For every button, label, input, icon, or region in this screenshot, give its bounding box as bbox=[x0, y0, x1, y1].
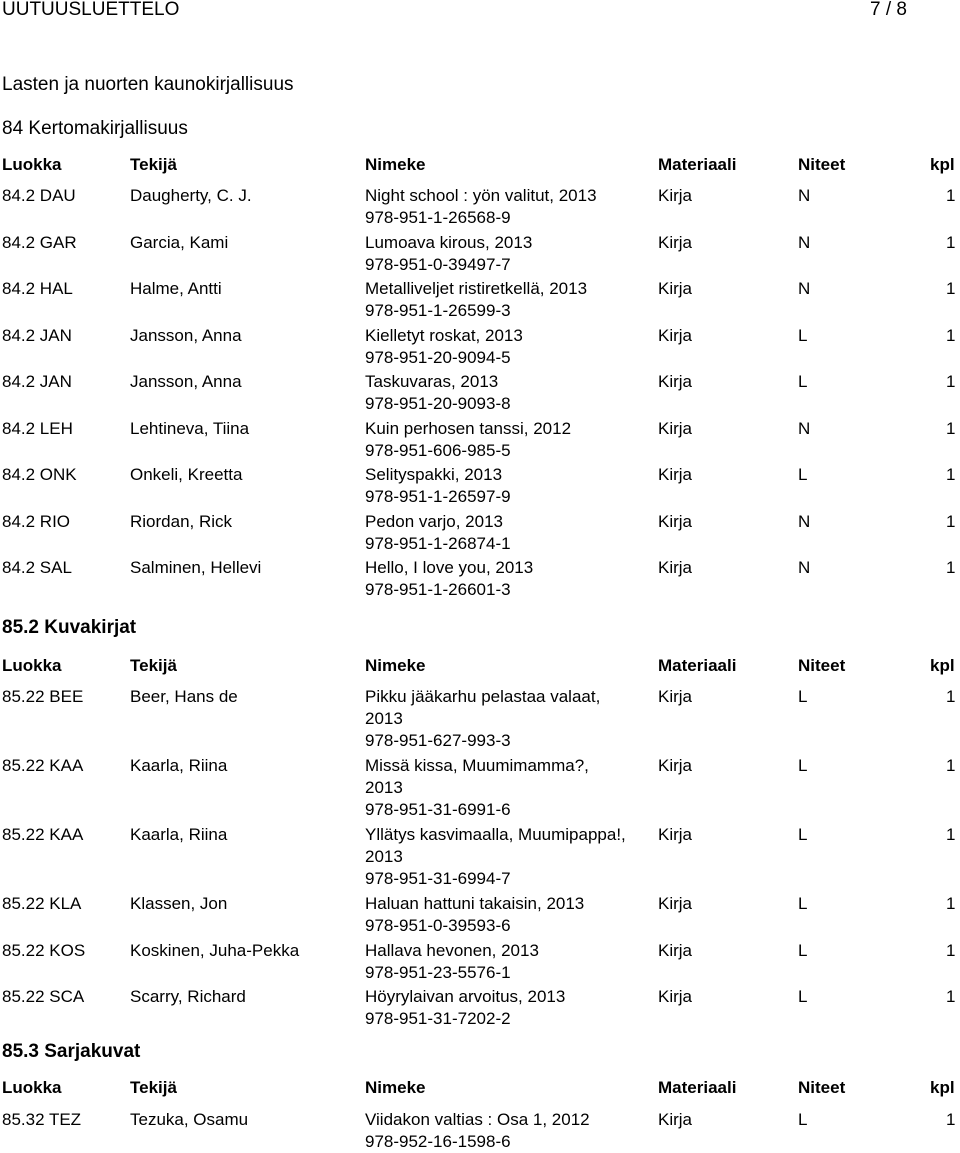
cell-materiaali: Kirja bbox=[658, 894, 693, 913]
col-luokka: Luokka bbox=[2, 155, 62, 174]
cell-nimeke bbox=[365, 755, 589, 821]
cell-niteet: L bbox=[798, 825, 808, 844]
cell-kpl: 1 bbox=[946, 511, 956, 531]
cell-luokka: 84.2 JAN bbox=[2, 372, 72, 391]
cell-kpl: 1 bbox=[946, 756, 956, 775]
nimeke-line: 978-951-1-26568-9 bbox=[365, 208, 511, 227]
cell-luokka: 85.22 KAA bbox=[2, 825, 84, 844]
nimeke-line: 978-952-16-1598-6 bbox=[365, 1132, 511, 1151]
cell-kpl: 1 bbox=[946, 825, 956, 844]
cell-luokka: 84.2 SAL bbox=[2, 558, 72, 577]
col-niteet: Niteet bbox=[798, 656, 846, 675]
cell-luokka: 85.22 BEE bbox=[2, 687, 84, 706]
cell-materiaali: Kirja bbox=[658, 325, 693, 345]
cell-tekija: Halme, Antti bbox=[130, 279, 222, 298]
nimeke-line: 2013 bbox=[365, 709, 403, 728]
cell-nimeke bbox=[365, 278, 587, 322]
document-title: UUTUUSLUETTELO bbox=[2, 0, 180, 20]
cell-nimeke bbox=[365, 511, 511, 555]
cell-tekija: Kaarla, Riina bbox=[130, 825, 228, 844]
cell-materiaali: Kirja bbox=[658, 232, 693, 252]
cell-nimeke bbox=[365, 824, 626, 890]
nimeke-line: Höyrylaivan arvoitus, 2013 bbox=[365, 987, 566, 1006]
section-title-sarjakuvat: 85.3 Sarjakuvat bbox=[2, 1041, 141, 1062]
cell-materiaali: Kirja bbox=[658, 1110, 693, 1129]
nimeke-line: Taskuvaras, 2013 bbox=[365, 372, 499, 391]
cell-materiaali: Kirja bbox=[658, 279, 693, 298]
cell-kpl: 1 bbox=[946, 232, 956, 252]
cell-tekija: Koskinen, Juha-Pekka bbox=[130, 940, 300, 960]
nimeke-line: 978-951-1-26874-1 bbox=[365, 533, 511, 553]
col-luokka: Luokka bbox=[2, 1078, 62, 1097]
cell-niteet: N bbox=[798, 558, 811, 577]
cell-niteet: L bbox=[798, 325, 808, 345]
nimeke-line: 2013 bbox=[365, 847, 403, 866]
col-kpl: kpl bbox=[930, 155, 955, 174]
cell-nimeke bbox=[365, 686, 600, 752]
cell-nimeke bbox=[365, 232, 532, 276]
cell-materiaali: Kirja bbox=[658, 465, 693, 484]
nimeke-line: Hello, I love you, 2013 bbox=[365, 558, 534, 577]
nimeke-line: Hallava hevonen, 2013 bbox=[365, 940, 539, 960]
category-title: Lasten ja nuorten kaunokirjallisuus bbox=[2, 74, 294, 95]
cell-materiaali: Kirja bbox=[658, 825, 693, 844]
nimeke-line: Lumoava kirous, 2013 bbox=[365, 232, 533, 252]
cell-luokka: 85.22 KOS bbox=[2, 940, 86, 960]
nimeke-line: 978-951-0-39593-6 bbox=[365, 916, 511, 935]
col-tekija: Tekijä bbox=[130, 155, 177, 174]
cell-materiaali: Kirja bbox=[658, 940, 693, 960]
cell-niteet: L bbox=[798, 687, 808, 706]
col-nimeke: Nimeke bbox=[365, 155, 426, 174]
nimeke-line: Yllätys kasvimaalla, Muumipappa!, bbox=[365, 825, 626, 844]
cell-kpl: 1 bbox=[946, 1110, 956, 1129]
cell-materiaali: Kirja bbox=[658, 987, 693, 1006]
col-tekija: Tekijä bbox=[130, 1078, 177, 1097]
cell-nimeke bbox=[365, 185, 597, 229]
nimeke-line: 978-951-23-5576-1 bbox=[365, 962, 511, 982]
cell-kpl: 1 bbox=[946, 940, 956, 960]
cell-luokka: 85.22 KAA bbox=[2, 756, 84, 775]
nimeke-line: 978-951-31-7202-2 bbox=[365, 1009, 511, 1028]
nimeke-line: Haluan hattuni takaisin, 2013 bbox=[365, 894, 585, 913]
column-headers bbox=[0, 1078, 960, 1100]
col-kpl: kpl bbox=[930, 1078, 955, 1097]
cell-niteet: N bbox=[798, 418, 811, 438]
cell-tekija: Riordan, Rick bbox=[130, 511, 233, 531]
cell-materiaali: Kirja bbox=[658, 687, 693, 706]
cell-kpl: 1 bbox=[946, 372, 956, 391]
nimeke-line: 978-951-0-39497-7 bbox=[365, 254, 511, 274]
col-niteet: Niteet bbox=[798, 155, 846, 174]
cell-niteet: N bbox=[798, 186, 811, 205]
cell-kpl: 1 bbox=[946, 186, 956, 205]
cell-nimeke bbox=[365, 418, 571, 462]
nimeke-line: 978-951-31-6991-6 bbox=[365, 800, 511, 819]
cell-tekija: Tezuka, Osamu bbox=[130, 1110, 249, 1129]
nimeke-line: Selityspakki, 2013 bbox=[365, 465, 503, 484]
cell-kpl: 1 bbox=[946, 465, 956, 484]
cell-tekija: Garcia, Kami bbox=[130, 232, 229, 252]
cell-tekija: Onkeli, Kreetta bbox=[130, 465, 243, 484]
cell-materiaali: Kirja bbox=[658, 186, 693, 205]
cell-kpl: 1 bbox=[946, 987, 956, 1006]
nimeke-line: Kuin perhosen tanssi, 2012 bbox=[365, 418, 572, 438]
col-nimeke: Nimeke bbox=[365, 1078, 426, 1097]
cell-niteet: L bbox=[798, 756, 808, 775]
cell-nimeke bbox=[365, 986, 565, 1030]
col-niteet: Niteet bbox=[798, 1078, 846, 1097]
section-title-kertomakirjallisuus: 84 Kertomakirjallisuus bbox=[2, 118, 188, 139]
cell-niteet: L bbox=[798, 987, 808, 1006]
section-title-kuvakirjat: 85.2 Kuvakirjat bbox=[2, 617, 137, 638]
cell-niteet: L bbox=[798, 940, 808, 960]
cell-luokka: 85.22 SCA bbox=[2, 987, 85, 1006]
cell-tekija: Kaarla, Riina bbox=[130, 756, 228, 775]
col-materiaali: Materiaali bbox=[658, 155, 737, 174]
nimeke-line: 978-951-20-9093-8 bbox=[365, 394, 511, 413]
page-number: 7 / 8 bbox=[870, 0, 907, 20]
cell-kpl: 1 bbox=[946, 418, 956, 438]
cell-kpl: 1 bbox=[946, 325, 956, 345]
cell-niteet: L bbox=[798, 465, 808, 484]
cell-luokka: 84.2 JAN bbox=[2, 325, 72, 345]
cell-nimeke bbox=[365, 557, 533, 601]
cell-materiaali: Kirja bbox=[658, 372, 693, 391]
nimeke-line: 978-951-20-9094-5 bbox=[365, 347, 511, 367]
nimeke-line: 978-951-627-993-3 bbox=[365, 731, 511, 750]
cell-luokka: 84.2 ONK bbox=[2, 465, 77, 484]
cell-luokka: 85.22 KLA bbox=[2, 894, 82, 913]
col-materiaali: Materiaali bbox=[658, 1078, 737, 1097]
cell-materiaali: Kirja bbox=[658, 756, 693, 775]
cell-nimeke bbox=[365, 940, 539, 984]
cell-materiaali: Kirja bbox=[658, 418, 693, 438]
cell-tekija: Jansson, Anna bbox=[130, 325, 242, 345]
cell-tekija: Salminen, Hellevi bbox=[130, 558, 262, 577]
nimeke-line: Viidakon valtias : Osa 1, 2012 bbox=[365, 1110, 590, 1129]
cell-tekija: Lehtineva, Tiina bbox=[130, 418, 250, 438]
cell-luokka: 84.2 HAL bbox=[2, 279, 73, 298]
nimeke-line: Night school : yön valitut, 2013 bbox=[365, 186, 597, 205]
cell-luokka: 85.32 TEZ bbox=[2, 1110, 82, 1129]
nimeke-line: 978-951-1-26601-3 bbox=[365, 580, 511, 599]
document-header bbox=[0, 0, 960, 22]
col-nimeke: Nimeke bbox=[365, 656, 426, 675]
col-luokka: Luokka bbox=[2, 656, 62, 675]
nimeke-line: 978-951-1-26597-9 bbox=[365, 487, 511, 506]
cell-niteet: L bbox=[798, 894, 808, 913]
cell-nimeke bbox=[365, 325, 523, 369]
cell-tekija: Scarry, Richard bbox=[130, 987, 246, 1006]
cell-niteet: N bbox=[798, 511, 811, 531]
column-headers bbox=[0, 155, 960, 177]
col-materiaali: Materiaali bbox=[658, 656, 737, 675]
cell-niteet: L bbox=[798, 372, 808, 391]
nimeke-line: Kielletyt roskat, 2013 bbox=[365, 325, 523, 345]
nimeke-line: Metalliveljet ristiretkellä, 2013 bbox=[365, 279, 588, 298]
cell-tekija: Jansson, Anna bbox=[130, 372, 242, 391]
cell-tekija: Daugherty, C. J. bbox=[130, 186, 252, 205]
cell-kpl: 1 bbox=[946, 687, 956, 706]
nimeke-line: Pikku jääkarhu pelastaa valaat, bbox=[365, 687, 601, 706]
cell-niteet: N bbox=[798, 232, 811, 252]
nimeke-line: 978-951-31-6994-7 bbox=[365, 869, 511, 888]
nimeke-line: 978-951-606-985-5 bbox=[365, 440, 511, 460]
nimeke-line: 2013 bbox=[365, 778, 403, 797]
nimeke-line: Missä kissa, Muumimamma?, bbox=[365, 756, 589, 775]
cell-nimeke bbox=[365, 464, 511, 508]
cell-nimeke bbox=[365, 1109, 590, 1153]
cell-tekija: Beer, Hans de bbox=[130, 687, 238, 706]
cell-nimeke bbox=[365, 893, 584, 937]
cell-luokka: 84.2 LEH bbox=[2, 418, 73, 438]
cell-kpl: 1 bbox=[946, 894, 956, 913]
cell-luokka: 84.2 RIO bbox=[2, 511, 71, 531]
cell-niteet: N bbox=[798, 279, 811, 298]
col-tekija: Tekijä bbox=[130, 656, 177, 675]
cell-nimeke bbox=[365, 371, 511, 415]
col-kpl: kpl bbox=[930, 656, 955, 675]
cell-materiaali: Kirja bbox=[658, 511, 693, 531]
cell-materiaali: Kirja bbox=[658, 558, 693, 577]
cell-luokka: 84.2 GAR bbox=[2, 232, 77, 252]
cell-kpl: 1 bbox=[946, 279, 956, 298]
cell-niteet: L bbox=[798, 1110, 808, 1129]
cell-luokka: 84.2 DAU bbox=[2, 186, 76, 205]
nimeke-line: 978-951-1-26599-3 bbox=[365, 301, 511, 320]
cell-kpl: 1 bbox=[946, 558, 956, 577]
nimeke-line: Pedon varjo, 2013 bbox=[365, 511, 503, 531]
column-headers bbox=[0, 656, 960, 678]
cell-tekija: Klassen, Jon bbox=[130, 894, 228, 913]
